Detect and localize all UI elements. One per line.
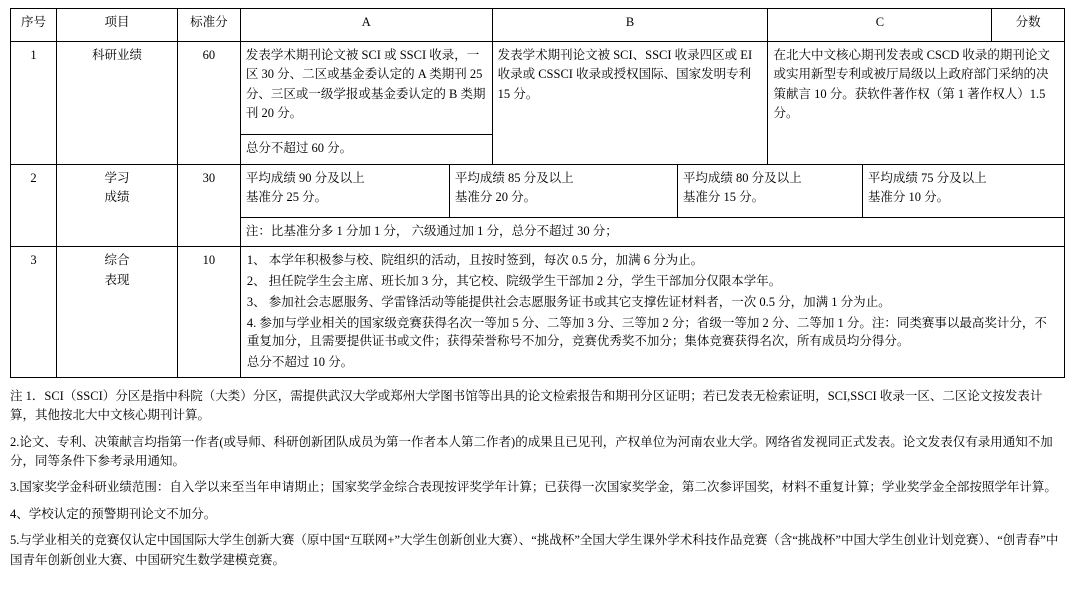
row1-seq: 1 (11, 42, 57, 165)
row2-item-line1: 学习 (104, 171, 130, 185)
row2-note: 注：比基准分多 1 分加 1 分， 六级通过加 1 分，总分不超过 30 分； (241, 217, 1064, 246)
row3-item (56, 247, 177, 378)
footnote-5: 5.与学业相关的竞赛仅认定中国国际大学生创新大赛（原中国“互联网+”大学生创新创业大赛）、“挑战杯”全国大学生课外学术科技作品竞赛（含“挑战杯”中国大学生创业计划竞赛）、“创青春”中国青年创新创业大赛、中国研究生数学建模竞赛。 (10, 533, 1059, 567)
row3-criteria (240, 247, 1064, 378)
table-header-row (11, 9, 1065, 42)
row1-level-a (240, 42, 492, 165)
row2-standard: 30 (177, 165, 240, 247)
row3-criteria-line-2: 2、 担任院学生会主席、班长加 3 分，其它校、院级学生干部加 2 分，学生干部加分仅限本学年。 (246, 274, 782, 289)
row1-level-a-text: 发表学术期刊论文被 SCI 或 SSCI 收录，一区 30 分、二区或基金委认定的 A 类期刊 25 分、三区或一级学报或基金委认定的 B 类期刊 20 分。 (245, 48, 486, 121)
row3-criteria-line-1: 1、 本学年积极参与校、院组织的活动，且按时签到，每次 0.5 分，加满 6 分为止。 (246, 253, 704, 268)
header-standard-score: 标准分 (177, 9, 240, 42)
row3-item-line1: 综合 (104, 253, 130, 268)
row2-grade-row (241, 165, 1064, 217)
row2-level-a-line1: 平均成绩 90 分及以上 (245, 171, 365, 185)
table-header (11, 9, 1065, 42)
row2-item-line2: 成绩 (104, 190, 130, 205)
row2-level-d-line1: 平均成绩 75 分及以上 (867, 171, 987, 185)
row2-level-d (862, 165, 1064, 217)
row2-level-b-line2: 基准分 20 分。 (454, 190, 537, 205)
row1-item: 科研业绩 (56, 42, 177, 165)
row2-seq: 2 (11, 165, 57, 247)
table-row (11, 247, 1065, 378)
header-item: 项目 (56, 9, 177, 42)
table-row (11, 165, 1065, 247)
row3-item-line2: 表现 (104, 272, 130, 287)
row1-total-limit: 总分不超过 60 分。 (241, 134, 492, 164)
row3-criteria-line-3: 3、 参加社会志愿服务、学雷锋活动等能提供社会志愿服务证书或其它支撑佐证材料者，一次 0.5 分，加满 1 分为止。 (246, 294, 891, 309)
row2-level-a-line2: 基准分 25 分。 (245, 190, 328, 205)
row2-level-c (677, 165, 862, 217)
row2-grade-levels (240, 165, 1064, 247)
row2-level-a (241, 165, 449, 217)
row2-level-c-line2: 基准分 15 分。 (682, 190, 765, 205)
header-level-c: C (768, 9, 992, 42)
table-row (11, 42, 1065, 165)
footnote-2: 2.论文、专利、决策献言均指第一作者(或导师、科研创新团队成员为第一作者本人第二作者)的成果且已见刊，产权单位为河南农业大学。网络省发视同正式发表。论文发表仅有录用通知不加分，同等条件下参考录用通知。 (10, 434, 1053, 468)
row3-seq: 3 (11, 247, 57, 378)
row3-standard: 10 (177, 247, 240, 378)
row2-item (56, 165, 177, 247)
footnote-3: 3.国家奖学金科研业绩范围：自入学以来至当年申请期止；国家奖学金综合表现按评奖学年计算；已获得一次国家奖学金，第二次参评国奖，材料不重复计算；学业奖学金全部按照学年计算。 (10, 480, 1057, 495)
header-score: 分数 (992, 9, 1065, 42)
row3-criteria-line-4: 4. 参加与学业相关的国家级竞赛获得名次一等加 5 分、二等加 3 分、三等加 2 分；省级一等加 2 分、二等加 1 分。注：同类赛事以最高奖计分，不重复加分，且需要提供证书或文件；获得荣誉称号不加分，竞赛优秀奖不加分；集体竞赛获得名次，所有成员均分得分。 (246, 315, 1047, 349)
row3-criteria-line-5: 总分不超过 10 分。 (246, 355, 354, 370)
header-level-b: B (492, 9, 768, 42)
footnotes (10, 387, 1065, 570)
footnote-4: 4、学校认定的预警期刊论文不加分。 (10, 506, 217, 521)
header-level-a: A (240, 9, 492, 42)
row2-level-c-line1: 平均成绩 80 分及以上 (682, 171, 802, 185)
evaluation-score-table (10, 8, 1065, 378)
footnote-1: 注 1．SCI（SSCI）分区是指中科院（大类）分区，需提供武汉大学或郑州大学图书馆等出具的论文检索报告和期刊分区证明；若已发表无检索证明，SCI,SSCI 收录一区、二区论文按发表计算，其他按北大中文核心期刊计算。 (10, 388, 1043, 423)
row2-level-b-line1: 平均成绩 85 分及以上 (454, 171, 574, 185)
row1-standard: 60 (177, 42, 240, 165)
row1-level-c: 在北大中文核心期刊发表或 CSCD 收录的期刊论文或实用新型专利或被厅局级以上政府部门采纳的决策献言 10 分。获软件著作权（第 1 著作权人）1.5 分。 (768, 42, 1065, 165)
row2-level-b (449, 165, 677, 217)
header-seq: 序号 (11, 9, 57, 42)
table-body (11, 42, 1065, 378)
row2-level-d-line2: 基准分 10 分。 (867, 190, 950, 205)
row1-level-b: 发表学术期刊论文被 SCI、SSCI 收录四区或 EI 收录或 CSSCI 收录或授权国际、国家发明专利 15 分。 (492, 42, 768, 165)
